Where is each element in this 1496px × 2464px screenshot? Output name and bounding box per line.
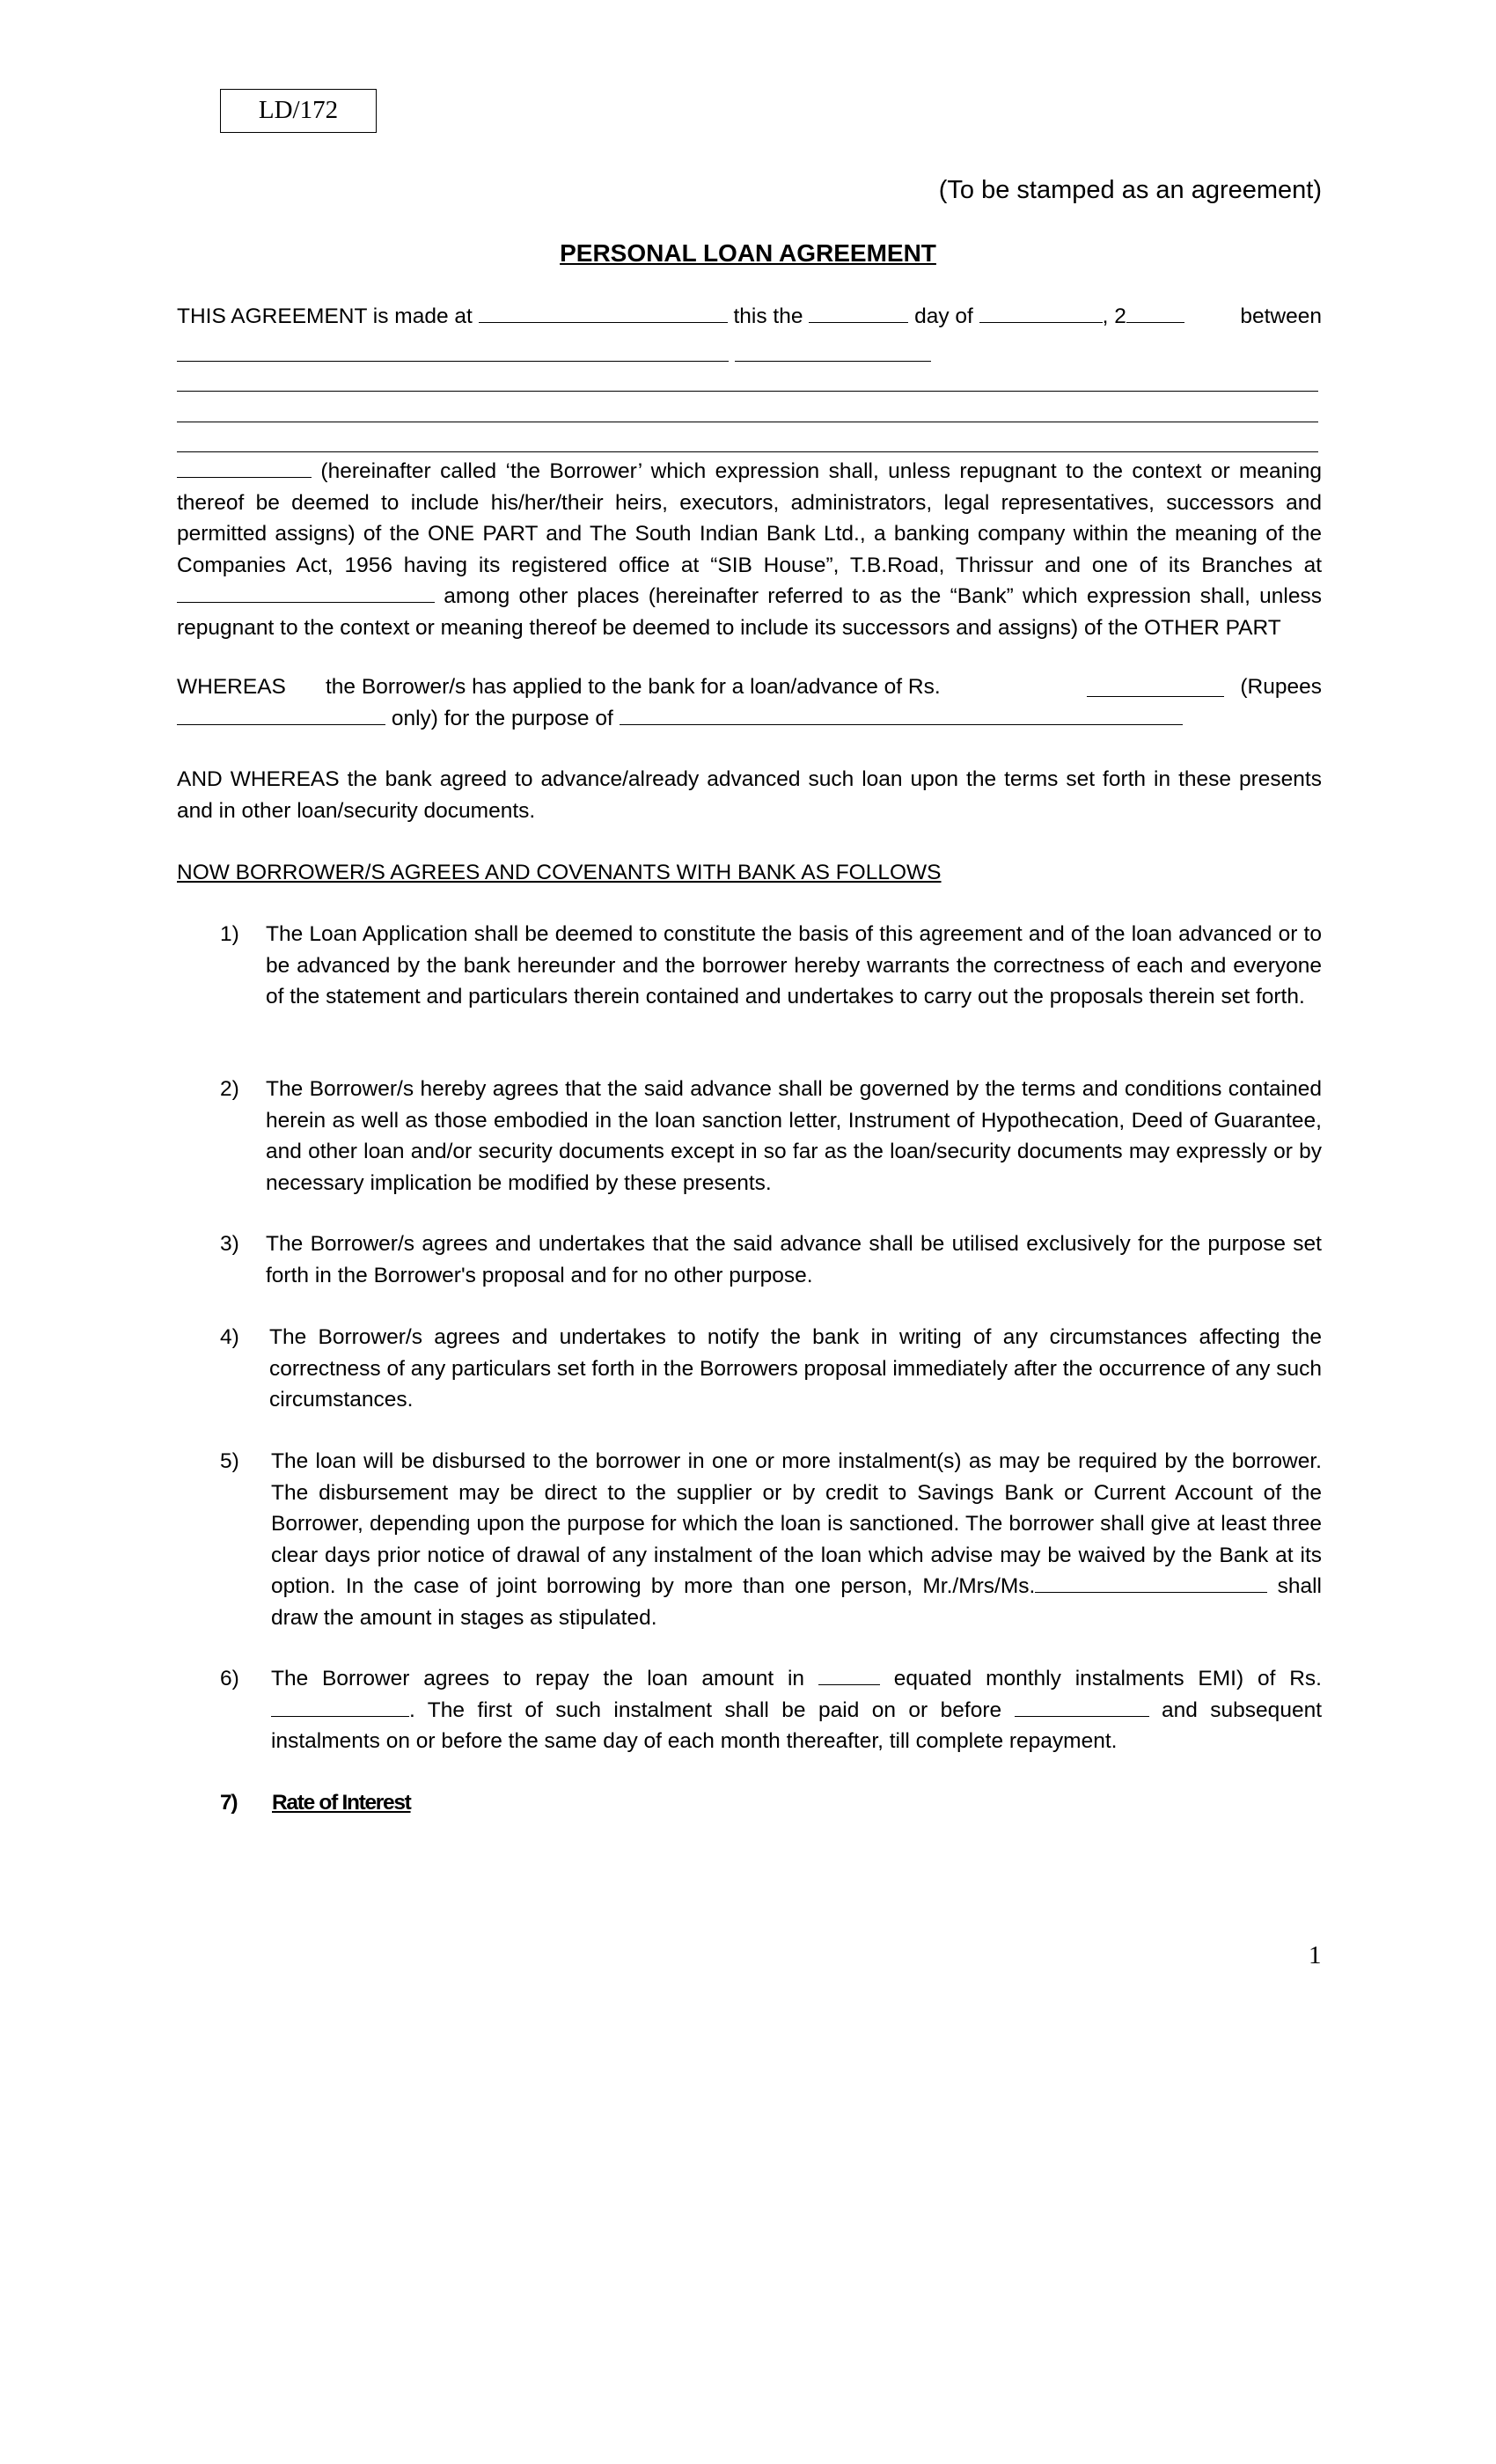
- covenants-heading: [177, 857, 1322, 889]
- drawer-name-blank[interactable]: [1035, 1591, 1267, 1593]
- form-code-box: LD/172: [220, 89, 377, 133]
- document-title: PERSONAL LOAN AGREEMENT: [560, 239, 936, 267]
- clause-6-text-a: The Borrower agrees to repay the loan amount in: [271, 1667, 805, 1690]
- clause-text: The Borrower/s hereby agrees that the said advance shall be governed by the terms and conditions contained herein as well as those embodied in the loan sanction letter, Instrument of Hypothecation, Deed of Guarantee, and other loan and/or security documents except in so far as the loan/security documents may expressly or by necessary implication be modified by these presents.: [266, 1077, 1322, 1195]
- amount-words-blank[interactable]: [177, 723, 385, 725]
- clause-number: 1): [220, 922, 239, 946]
- rupees-label: (Rupees: [1240, 675, 1322, 699]
- emi-amount-blank[interactable]: [271, 1715, 409, 1717]
- day-blank[interactable]: [809, 321, 908, 323]
- intro-line: [177, 301, 1322, 333]
- clause-text: The Borrower/s agrees and undertakes to notify the bank in writing of any circumstances affecting the correctness of any particulars set forth in the Borrowers proposal immediately after the occurrence of any such circumstances.: [269, 1325, 1322, 1412]
- whereas-paragraph: [177, 671, 1322, 734]
- party-text-end: among other places (hereinafter referred to as the “Bank” which expression shall, unless repugnant to the context or meaning thereof be deemed to include its successors and assigns) of the OTHER PART: [177, 584, 1322, 640]
- whereas-label: WHEREAS: [177, 675, 286, 699]
- party-blank-line-4[interactable]: [177, 451, 1318, 452]
- party-text-start: (hereinafter called ‘the Borrower’ which expression shall, unless repugnant to the context or meaning thereof be deemed to include his/her/their heirs, executors, administrators, legal representatives, successors and permitted assigns) of the ONE PART and The South Indian Bank Ltd., a banking company within the meaning of the Companies Act, 1956 having its registered office at “SIB House”, T.B.Road, Thrissur and one of its Branches at: [177, 459, 1322, 577]
- borrower-name-blank[interactable]: [177, 476, 312, 478]
- intro-text-this-the: this the: [733, 304, 803, 328]
- clause-3: [220, 1228, 1322, 1291]
- clause-text: [272, 1787, 1322, 1819]
- page-number: 1: [1309, 1941, 1322, 1969]
- party-blank-line-2[interactable]: [177, 391, 1318, 392]
- intro-text-made-at: THIS AGREEMENT is made at: [177, 304, 473, 328]
- instalment-count-blank[interactable]: [818, 1683, 880, 1685]
- year-blank[interactable]: [1126, 321, 1184, 323]
- intro-text-year-prefix: , 2: [1102, 304, 1126, 328]
- month-blank[interactable]: [979, 321, 1103, 323]
- clause-5-text-b: shall draw the amount in stages as stipulated.: [271, 1574, 1322, 1630]
- clause-number: 5): [220, 1449, 239, 1473]
- clause-number: 7): [220, 1791, 238, 1815]
- place-blank[interactable]: [479, 321, 728, 323]
- purpose-label: only) for the purpose of: [391, 706, 613, 730]
- purpose-blank[interactable]: [620, 723, 1183, 725]
- intro-text-between: between: [1240, 304, 1322, 328]
- first-instalment-date-blank[interactable]: [1015, 1715, 1149, 1717]
- clause-4: [220, 1322, 1322, 1416]
- loan-amount-blank[interactable]: [1087, 695, 1224, 697]
- clause-6-text-b: equated monthly instalments EMI) of Rs.: [893, 1667, 1322, 1690]
- clause-text: The Borrower/s agrees and undertakes that the said advance shall be utilised exclusively for the purpose set forth in the Borrower's proposal and for no other purpose.: [266, 1232, 1322, 1287]
- clause-6-text-d: and subsequent instalments on or before the same day of each month thereafter, till complete repayment.: [271, 1698, 1322, 1753]
- clause-text: [271, 1663, 1322, 1757]
- whereas-text: the Borrower/s has applied to the bank for a loan/advance of Rs.: [326, 675, 941, 699]
- and-whereas-paragraph: AND WHEREAS the bank agreed to advance/already advanced such loan upon the terms set forth in these presents and in other loan/security documents.: [177, 767, 1322, 823]
- covenants-heading-text: NOW BORROWER/S AGREES AND COVENANTS WITH BANK AS FOLLOWS: [177, 861, 942, 884]
- clause-2: [220, 1074, 1322, 1199]
- clause-text: [271, 1446, 1322, 1633]
- rate-of-interest-heading: Rate of Interest: [272, 1791, 411, 1815]
- party-paragraph: [177, 456, 1322, 643]
- stamp-note: (To be stamped as an agreement): [938, 176, 1322, 204]
- intro-text-day-of: day of: [914, 304, 973, 328]
- clause-number: 6): [220, 1667, 239, 1690]
- party-blank-line-1a[interactable]: [177, 361, 729, 362]
- clause-1: [220, 919, 1322, 1013]
- branch-blank[interactable]: [177, 601, 435, 603]
- clause-5: [220, 1446, 1322, 1633]
- party-blank-line-1b[interactable]: [735, 361, 931, 362]
- clause-7: [220, 1787, 1322, 1819]
- clause-number: 3): [220, 1232, 239, 1256]
- clause-number: 2): [220, 1077, 239, 1101]
- clause-text: The Loan Application shall be deemed to constitute the basis of this agreement and of the loan advanced or to be advanced by the bank hereunder and the borrower hereby warrants the correctness of each and everyone of the statement and particulars therein contained and undertakes to carry out the proposals therein set forth.: [266, 922, 1322, 1008]
- clause-number: 4): [220, 1325, 239, 1349]
- clause-6-text-c: . The first of such instalment shall be paid on or before: [409, 1698, 1002, 1722]
- clause-5-text-a: The loan will be disbursed to the borrower in one or more instalment(s) as may be required by the borrower. The disbursement may be direct to the supplier or by credit to Savings Bank or Current Account of the Borrower, depending upon the purpose for which the loan is sanctioned. The borrower shall give at least three clear days prior notice of drawal of any instalment of the loan which advise may be waived by the Bank at its option. In the case of joint borrowing by more than one person, Mr./Mrs/Ms.: [271, 1449, 1322, 1598]
- clause-6: [220, 1663, 1322, 1757]
